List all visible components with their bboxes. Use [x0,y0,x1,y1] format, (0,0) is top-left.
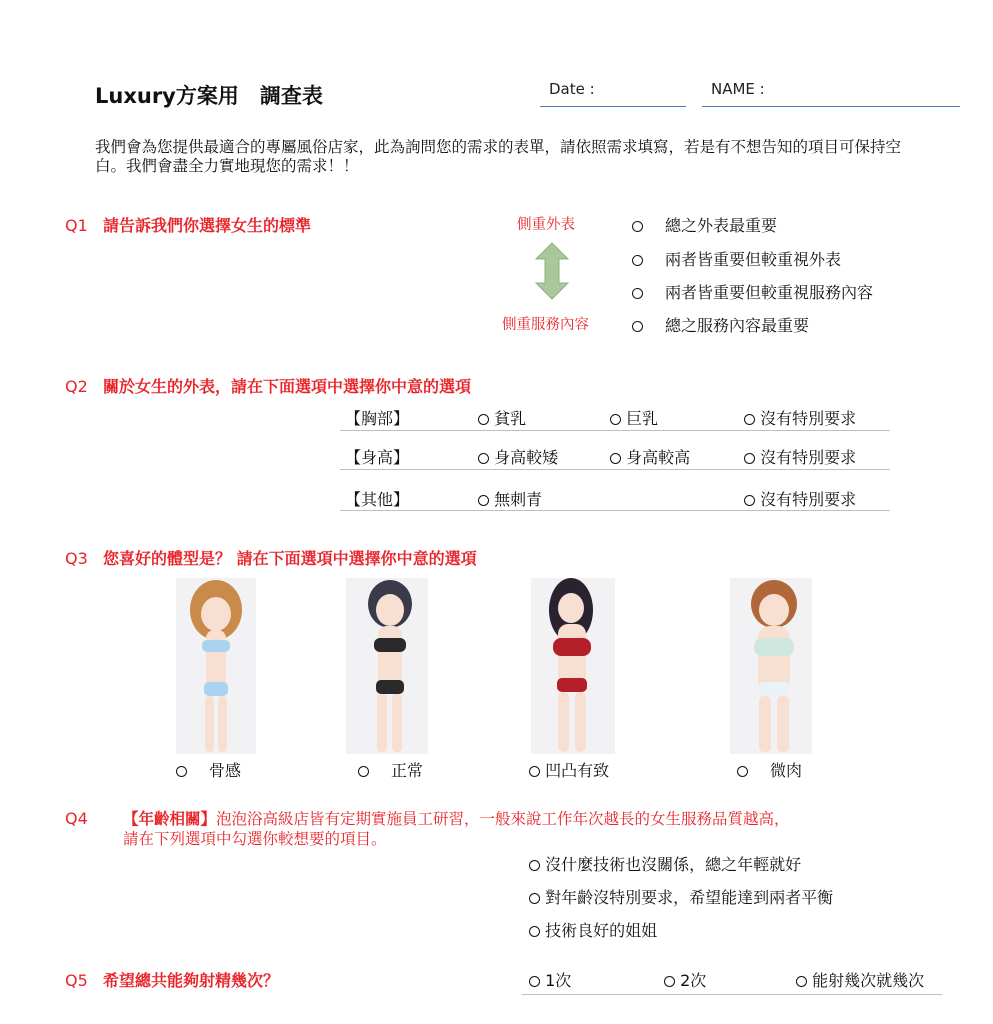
q4-number: Q4 [65,809,88,828]
q2-option[interactable]: 無刺青 [478,487,542,510]
q4-text-2: 請在下列選項中勾選你較想要的項目。 [123,830,387,848]
q3-text: 您喜好的體型是？ 請在下面選項中選擇你中意的選項 [103,549,477,568]
q5-number: Q5 [65,971,88,990]
q1-option-4[interactable]: 總之服務內容最重要 [632,313,809,336]
q2-option[interactable]: 沒有特別要求 [744,487,856,510]
date-label: Date : [549,80,595,98]
q2-text: 關於女生的外表，請在下面選項中選擇你中意的選項 [103,377,472,396]
radio-circle-icon[interactable] [358,766,369,777]
q2-row-label: 【其他】 [345,490,410,509]
radio-circle-icon[interactable] [796,976,807,987]
q2-option[interactable]: 沒有特別要求 [744,406,856,429]
radio-circle-icon[interactable] [529,893,540,904]
q5-option-3[interactable]: 能射幾次就幾次 [796,968,924,991]
q3-question [65,546,477,569]
row-divider [340,430,890,431]
radio-circle-icon[interactable] [529,976,540,987]
radio-circle-icon[interactable] [744,495,755,506]
radio-circle-icon[interactable] [529,860,540,871]
q3-option-normal[interactable]: 正常 [358,758,423,781]
q2-row-label: 【胸部】 [345,409,410,428]
body-type-image-chubby[interactable] [730,578,812,754]
double-arrow-icon [533,241,571,301]
radio-circle-icon[interactable] [632,221,643,232]
q4-text: 泡泡浴高級店皆有定期實施員工研習，一般來說工作年次越長的女生服務品質越高， [216,810,790,828]
name-field[interactable] [702,106,960,107]
q4-option-1[interactable]: 沒什麼技術也沒關係，總之年輕就好 [529,852,801,875]
q2-option[interactable]: 貧乳 [478,406,526,429]
q3-option-chubby[interactable]: 微肉 [737,758,802,781]
name-label: NAME : [711,80,765,98]
q2-option[interactable]: 沒有特別要求 [744,445,856,468]
radio-circle-icon[interactable] [744,414,755,425]
q5-question [65,968,279,991]
q1-option-3[interactable]: 兩者皆重要但較重視服務內容 [632,280,873,303]
q1-option-1[interactable]: 總之外表最重要 [632,213,777,236]
q4-bracket: 【年齡相關】 [123,810,217,828]
page-title: Luxury方案用 調查表 [95,84,323,108]
row-divider [340,510,890,511]
body-type-image-normal[interactable] [346,578,428,754]
radio-circle-icon[interactable] [744,453,755,464]
q3-option-slim[interactable]: 骨感 [176,758,241,781]
q2-option[interactable]: 巨乳 [610,406,658,429]
q2-row-label: 【身高】 [345,448,410,467]
q4-question [123,809,790,849]
q2-option[interactable]: 身高較矮 [478,445,558,468]
body-type-image-slim[interactable] [176,578,256,754]
q1-option-2[interactable]: 兩者皆重要但較重視外表 [632,247,841,270]
q1-scale-bottom: 側重服務內容 [502,317,589,333]
q5-text: 希望總共能夠射精幾次？ [103,971,280,990]
q4-option-3[interactable]: 技術良好的姐姐 [529,918,657,941]
q3-option-curvy[interactable]: 凹凸有致 [529,758,609,781]
q2-option[interactable]: 身高較高 [610,445,690,468]
body-type-image-curvy[interactable] [531,578,615,754]
q1-question [65,213,311,236]
radio-circle-icon[interactable] [478,414,489,425]
q2-question [65,374,471,397]
radio-circle-icon[interactable] [610,453,621,464]
radio-circle-icon[interactable] [529,926,540,937]
radio-circle-icon[interactable] [610,414,621,425]
radio-circle-icon[interactable] [664,976,675,987]
q5-option-2[interactable]: 2次 [664,968,706,991]
radio-circle-icon[interactable] [176,766,187,777]
row-divider [522,994,942,995]
radio-circle-icon[interactable] [478,495,489,506]
intro-text: 我們會為您提供最適合的專屬風俗店家，此為詢問您的需求的表單，請依照需求填寫，若是有不想告知的項目可保持空白。我們會盡全力實地現您的需求！！ [95,138,902,175]
radio-circle-icon[interactable] [478,453,489,464]
q1-scale-top: 側重外表 [517,217,575,233]
q4-option-2[interactable]: 對年齡沒特別要求，希望能達到兩者平衡 [529,885,833,908]
radio-circle-icon[interactable] [632,255,643,266]
q5-option-1[interactable]: 1次 [529,968,571,991]
q1-text: 請告訴我們你選擇女生的標準 [103,216,312,235]
radio-circle-icon[interactable] [632,321,643,332]
q1-number: Q1 [65,216,88,235]
q3-number: Q3 [65,549,88,568]
row-divider [340,469,890,470]
radio-circle-icon[interactable] [529,766,540,777]
radio-circle-icon[interactable] [737,766,748,777]
q2-number: Q2 [65,377,88,396]
radio-circle-icon[interactable] [632,288,643,299]
date-field[interactable] [540,106,686,107]
